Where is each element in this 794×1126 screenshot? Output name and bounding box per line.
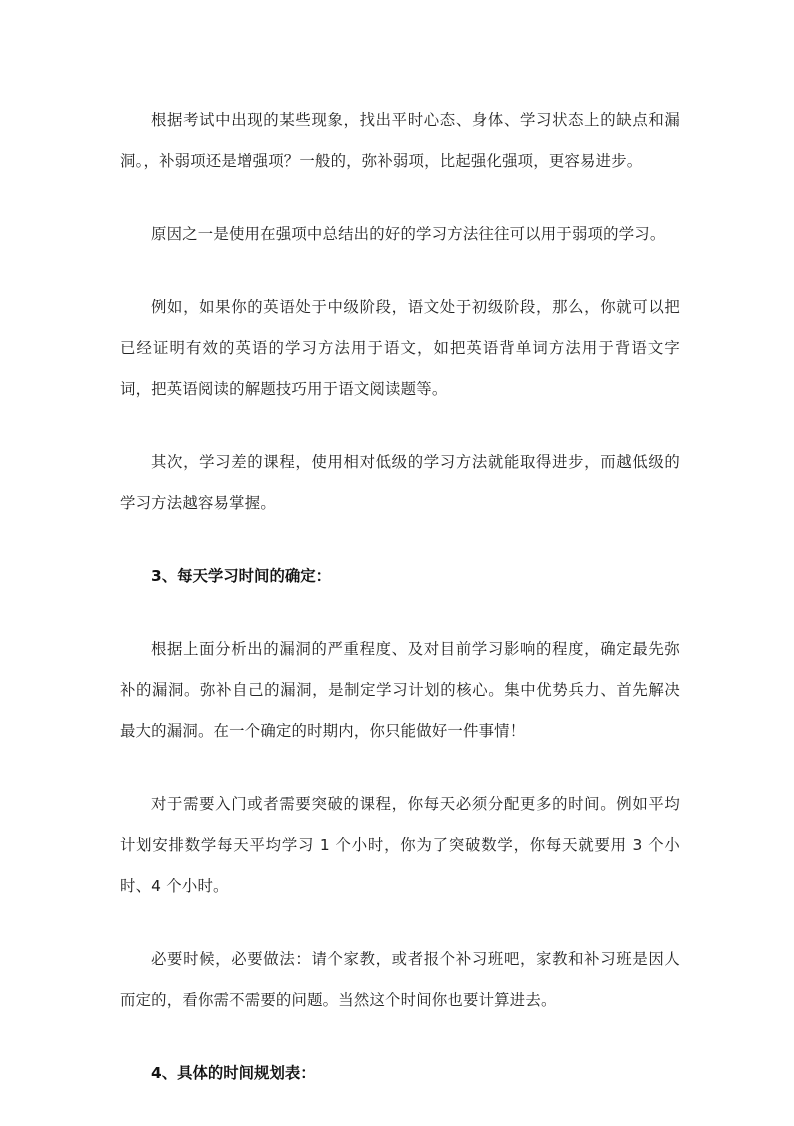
paragraph-weakness-analysis: 根据考试中出现的某些现象，找出平时心态、身体、学习状态上的缺点和漏洞。，补弱项还是增强项？一般的，弥补弱项，比起强化强项，更容易进步。	[120, 111, 680, 170]
section-heading-daily-study-time: 3、每天学习时间的确定：	[151, 567, 332, 585]
paragraph-time-allocation: 对于需要入门或者需要突破的课程，你每天必须分配更多的时间。例如平均计划安排数学每天平均学习 1 个小时，你为了突破数学，你每天就要用 3 个小时、4 个小时。	[120, 795, 680, 895]
paragraph-example: 例如，如果你的英语处于中级阶段，语文处于初级阶段，那么，你就可以把已经证明有效的英语的学习方法用于语文，如把英语背单词方法用于背语文字词，把英语阅读的解题技巧用于语文阅读题等。	[120, 298, 680, 398]
paragraph-tutoring: 必要时候，必要做法：请个家教，或者报个补习班吧，家教和补习班是因人而定的，看你需不需要的问题。当然这个时间你也要计算进去。	[120, 950, 680, 1009]
paragraph-reason-one: 原因之一是使用在强项中总结出的好的学习方法往往可以用于弱项的学习。	[151, 225, 666, 243]
paragraph-secondly: 其次，学习差的课程，使用相对低级的学习方法就能取得进步，而越低级的学习方法越容易掌握。	[120, 453, 680, 512]
section-heading-schedule: 4、具体的时间规划表：	[151, 1064, 316, 1082]
document-body	[120, 100, 680, 1126]
paragraph-priority: 根据上面分析出的漏洞的严重程度、及对目前学习影响的程度，确定最先弥补的漏洞。弥补自己的漏洞，是制定学习计划的核心。集中优势兵力、首先解决最大的漏洞。在一个确定的时期内，你只能做好一件事情！	[120, 640, 680, 740]
